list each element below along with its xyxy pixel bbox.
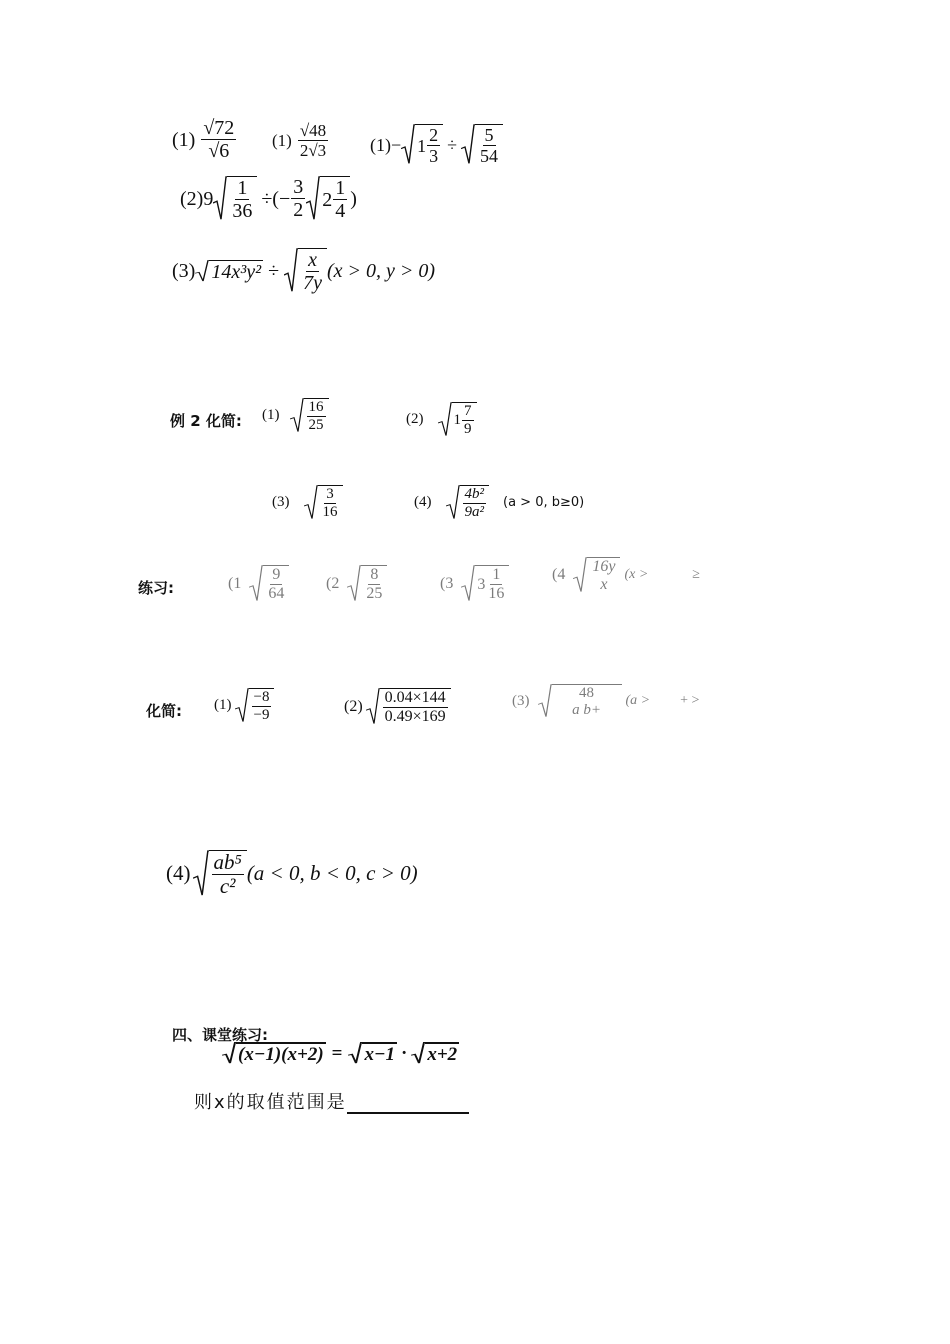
fraction <box>478 126 500 165</box>
radical-sign-icon <box>235 688 249 723</box>
denominator: 9 <box>464 421 472 437</box>
simplify-item-2 <box>344 688 451 725</box>
practice-item-1 <box>228 565 289 602</box>
denominator: 16 <box>322 504 338 520</box>
exercise-label: (1) <box>272 131 292 150</box>
radical <box>306 176 350 221</box>
denominator: √6 <box>208 140 230 162</box>
fraction <box>427 126 440 165</box>
radical-sign-icon <box>306 176 320 221</box>
numerator: x <box>308 249 317 271</box>
radical <box>446 485 490 520</box>
fraction <box>321 487 340 520</box>
radical <box>573 557 620 593</box>
denominator: 25 <box>366 585 383 602</box>
equals-sign: = <box>331 1042 343 1064</box>
fraction <box>463 487 487 520</box>
numerator: 48 <box>579 685 594 701</box>
exercise-label: (1)− <box>370 134 402 155</box>
multiplication-dot: · <box>401 1042 408 1064</box>
numerator: 4b² <box>464 486 484 502</box>
denominator: 3 <box>429 146 439 166</box>
radical <box>401 124 443 165</box>
fraction <box>590 559 617 593</box>
radical <box>347 565 387 602</box>
exercise-label: (3) <box>272 494 290 510</box>
numerator: 16y <box>592 558 616 575</box>
fraction <box>570 686 603 718</box>
division-sign: ÷ <box>447 134 458 155</box>
practice-item-2 <box>326 565 387 602</box>
radical-sign-icon <box>304 485 318 520</box>
exercise-label: (1) <box>172 128 196 151</box>
fraction <box>252 690 272 723</box>
fraction <box>333 178 347 221</box>
radical-sign-icon <box>290 398 304 433</box>
radical-sign-icon <box>446 485 460 520</box>
example-part-1 <box>262 398 329 433</box>
radical-sign-icon <box>538 684 552 718</box>
numerator: 3 <box>326 486 334 502</box>
fraction <box>201 118 236 161</box>
radicand: x+2 <box>427 1044 458 1065</box>
radical-sign-icon <box>284 248 298 293</box>
radical <box>411 1042 459 1064</box>
radical-sign-icon <box>438 402 452 437</box>
example-part-4 <box>414 485 584 520</box>
condition: (x > 0, y > 0) <box>326 259 436 282</box>
radical <box>213 176 257 221</box>
fraction <box>298 122 328 159</box>
radical-sign-icon <box>222 1042 236 1064</box>
radical-sign-icon <box>401 124 415 165</box>
condition-tail: ≥ <box>692 567 700 582</box>
denominator: −9 <box>253 707 270 723</box>
radical-sign-icon <box>193 850 209 897</box>
numerator: 2 <box>429 125 439 145</box>
radical <box>222 1042 326 1064</box>
practice-item-3 <box>440 565 509 602</box>
condition: (x > <box>624 567 649 582</box>
simplify-item-1 <box>214 688 274 723</box>
question-text: 则x的取值范围是 <box>194 1092 347 1113</box>
numerator: √48 <box>299 121 327 140</box>
radical <box>304 485 343 520</box>
radical-sign-icon <box>366 688 380 725</box>
radical <box>249 565 289 602</box>
denominator: 9a² <box>464 504 484 520</box>
fraction <box>266 567 286 602</box>
example-part-3 <box>272 485 343 520</box>
exercise-label: (3) <box>172 259 196 282</box>
exercise-1a <box>172 118 237 161</box>
denominator: c² <box>219 874 236 898</box>
radical-sign-icon <box>461 124 475 165</box>
radical-sign-icon <box>213 176 227 221</box>
denominator: 2 <box>293 199 304 221</box>
radical <box>461 124 503 165</box>
numerator: 1 <box>492 566 501 583</box>
classroom-equation <box>222 1042 459 1064</box>
radical <box>284 248 327 293</box>
exercise-label: (2) <box>406 411 424 427</box>
radical-sign-icon <box>347 565 361 602</box>
numerator: 0.04×144 <box>384 689 446 706</box>
fraction <box>301 250 324 293</box>
radical-sign-icon <box>461 565 475 602</box>
classroom-heading: 四、课堂练习: <box>172 1026 268 1044</box>
fraction <box>383 690 448 725</box>
exercise-2 <box>180 176 357 221</box>
radical <box>348 1042 397 1064</box>
exercise-label: (1) <box>262 407 280 423</box>
practice-item-4 <box>552 557 700 593</box>
radical <box>195 260 263 282</box>
radical <box>461 565 509 602</box>
denominator: 64 <box>268 585 285 602</box>
simplify-item-4 <box>166 850 418 897</box>
exercise-label: (2) <box>344 697 363 715</box>
condition: (a > 0, b≥0) <box>503 495 585 510</box>
numerator: 1 <box>335 177 346 199</box>
example-heading: 例 2 化简: <box>170 412 242 430</box>
example-part-2 <box>406 402 477 437</box>
numerator: −8 <box>253 689 270 705</box>
denominator: a b+ <box>572 702 601 718</box>
fraction <box>364 567 384 602</box>
numerator: 8 <box>370 566 379 583</box>
radical <box>366 688 451 725</box>
mixed-whole: 3 <box>477 575 486 593</box>
exercise-1b <box>272 122 329 159</box>
numerator: 7 <box>464 403 472 419</box>
exercise-1c <box>370 124 503 165</box>
exercise-label: (3 <box>440 574 454 592</box>
numerator: √72 <box>203 117 235 139</box>
exercise-label: (1 <box>228 574 242 592</box>
numerator: 9 <box>272 566 281 583</box>
fraction <box>486 567 506 602</box>
practice-heading: 练习: <box>138 579 174 597</box>
operator: ÷(− <box>261 187 291 210</box>
radical-sign-icon <box>411 1042 425 1064</box>
denominator: 0.49×169 <box>384 708 446 725</box>
condition-tail: + > <box>680 693 700 708</box>
close-paren: ) <box>350 187 357 210</box>
denominator: 4 <box>335 200 346 222</box>
numerator: 5 <box>484 125 494 145</box>
exercise-label: (4) <box>166 861 191 885</box>
numerator: ab⁵ <box>213 850 242 874</box>
radical-sign-icon <box>348 1042 362 1064</box>
exercise-3 <box>172 248 435 293</box>
fraction <box>307 400 326 433</box>
fraction <box>462 404 474 437</box>
denominator: x <box>600 576 608 593</box>
fraction <box>212 852 244 897</box>
condition: (a > <box>625 693 651 708</box>
exercise-label: (1) <box>214 697 232 713</box>
radical <box>193 850 247 897</box>
mixed-whole: 1 <box>417 135 427 156</box>
denominator: 7y <box>303 272 322 294</box>
radical-sign-icon <box>573 557 587 593</box>
answer-blank[interactable] <box>347 1094 469 1114</box>
mixed-whole: 2 <box>322 188 333 211</box>
fraction <box>230 178 254 221</box>
denominator: 2√3 <box>299 141 327 160</box>
classroom-question <box>194 1088 469 1114</box>
exercise-label: (4 <box>552 566 566 583</box>
radical-sign-icon <box>195 260 209 282</box>
simplify-item-3 <box>512 684 699 718</box>
exercise-label: (3) <box>512 692 530 709</box>
radical <box>235 688 275 723</box>
exercise-label: (4) <box>414 494 432 510</box>
radical <box>538 684 622 718</box>
denominator: 36 <box>232 200 253 222</box>
denominator: 25 <box>308 417 324 433</box>
exercise-label: (2 <box>326 574 340 592</box>
radical-sign-icon <box>249 565 263 602</box>
mixed-whole: 1 <box>453 412 461 428</box>
simplify-heading: 化简: <box>146 702 182 720</box>
radicand: 14x³y² <box>211 260 262 283</box>
radical <box>290 398 329 433</box>
division-sign: ÷ <box>268 259 280 282</box>
radicand: (x−1)(x+2) <box>238 1044 324 1065</box>
exercise-label: (2)9 <box>180 187 214 210</box>
radical <box>438 402 477 437</box>
fraction <box>291 177 305 220</box>
radicand: x−1 <box>364 1044 395 1065</box>
numerator: 3 <box>293 176 304 198</box>
condition: (a < 0, b < 0, c > 0) <box>246 861 418 885</box>
denominator: 54 <box>480 146 499 166</box>
numerator: 16 <box>308 399 324 415</box>
numerator: 1 <box>237 177 248 199</box>
denominator: 16 <box>488 585 505 602</box>
